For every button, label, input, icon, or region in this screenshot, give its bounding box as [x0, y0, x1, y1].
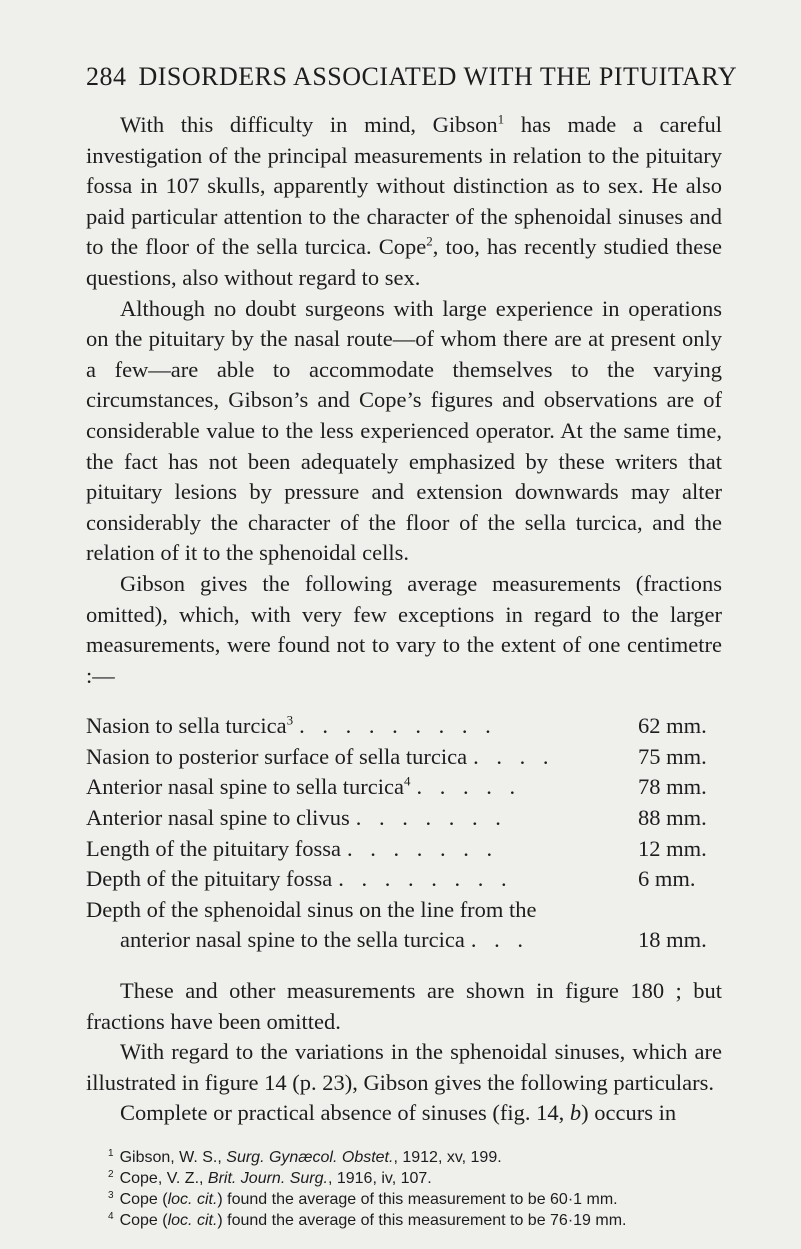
footnote-journal: Brit. Journ. Surg. — [207, 1170, 328, 1187]
measurement-row — [86, 803, 722, 834]
measurement-row-wrapped — [86, 895, 722, 926]
paragraph-6-italic: b — [569, 1100, 582, 1126]
measurement-row — [86, 834, 722, 865]
footnote-citation: loc. cit. — [167, 1212, 218, 1229]
paragraph-1-part-b: has made a careful investigation of the principal measurements in relation to the pituitary fossa in 107 skulls, apparently without distinction as to sex. He also paid particular attention to the character of the sphenoidal sinuses and to the floor of the sella turcica. Cope — [86, 112, 722, 260]
leader-dots: . . . . . . . . — [338, 866, 513, 892]
measurement-value: 78 mm. — [638, 774, 707, 800]
paragraph-6-part-a: Complete or practical absence of sinuses (fig. 14, — [120, 1100, 570, 1126]
paragraph-3: Gibson gives the following average measurements (fractions omitted), which, with very few exceptions in regard to the larger measurements, were found not to vary to the extent of one centimetre :— — [86, 570, 722, 688]
footnote-number: 3 — [108, 1189, 114, 1201]
leader-dots: . . . . — [473, 743, 555, 769]
footnote — [86, 1210, 722, 1231]
footnote-text: ) found the average of this measurement to be 60·1 mm. — [217, 1191, 618, 1208]
measurement-value: 6 mm. — [638, 866, 696, 892]
running-title: DISORDERS ASSOCIATED WITH THE PITUITARY — [138, 62, 738, 91]
measurement-label: Anterior nasal spine to clivus — [86, 805, 350, 831]
paragraph-6 — [86, 1098, 722, 1129]
page-number: 284 — [86, 62, 127, 91]
footnote-ref-2: 2 — [426, 233, 433, 249]
footnote-text: Cope ( — [119, 1212, 168, 1229]
measurement-value: 18 mm. — [638, 927, 707, 953]
measurement-value: 12 mm. — [638, 835, 707, 861]
leader-dots: . . . . . . . . . — [299, 713, 497, 739]
measurement-label: Nasion to sella turcica — [86, 713, 287, 739]
footnote-journal: Surg. Gynæcol. Obstet. — [226, 1149, 394, 1166]
leader-dots: . . . . . — [416, 774, 522, 800]
paragraph-6-part-c: ) occurs in — [581, 1100, 677, 1126]
footnote-text: ) found the average of this measurement to be 76·19 mm. — [217, 1212, 627, 1229]
paragraph-1 — [86, 110, 722, 294]
paragraph-4: These and other measurements are shown in figure 180 ; but fractions have been omitted. — [86, 978, 722, 1034]
footnote-number: 1 — [108, 1147, 114, 1159]
paragraph-5: With regard to the variations in the sphenoidal sinuses, which are illustrated in figure 14 (p. 23), Gibson gives the following particulars. — [86, 1039, 722, 1095]
measurement-label-line1: Depth of the sphenoidal sinus on the line from the — [86, 896, 537, 922]
footnote — [86, 1189, 722, 1210]
measurement-label-line2: anterior nasal spine to the sella turcica — [120, 927, 465, 953]
measurement-label: Length of the pituitary fossa — [86, 835, 341, 861]
running-header — [86, 62, 738, 92]
footnote-ref-3: 3 — [286, 712, 294, 728]
footnote-citation: loc. cit. — [167, 1191, 218, 1208]
footnote-ref-4: 4 — [404, 773, 411, 789]
measurement-row — [86, 772, 722, 803]
footnote — [86, 1168, 722, 1189]
measurement-value: 75 mm. — [638, 743, 707, 769]
leader-dots: . . . . . . . — [346, 835, 499, 861]
paragraph-1-part-a: With this difficulty in mind, Gibson — [120, 112, 498, 137]
measurement-row — [86, 711, 722, 742]
measurements-list — [86, 711, 722, 956]
measurement-label: Anterior nasal spine to sella turcica — [86, 774, 405, 800]
paragraph-1-part-c: , too, has recently studied these questions, also without regard to sex. — [86, 234, 722, 290]
paragraph-2: Although no doubt surgeons with large experience in operations on the pituitary by the nasal route—of whom there are at present only a few—are able to accommodate themselves to the varying circumstances, Gibson’s and Cope’s figures and observations are of considerable value to the less experienced operator. At the same time, the fact has not been adequately emphasized by these writers that pituitary lesions by pressure and extension downwards may alter considerably the character of the floor of the sella turcica, and the relation of it to the sphenoidal cells. — [86, 295, 722, 566]
measurement-label: Nasion to posterior surface of sella turcica — [86, 743, 468, 769]
footnote-ref-1: 1 — [497, 111, 505, 127]
footnote-text: Gibson, W. S., — [119, 1149, 227, 1166]
measurement-row — [86, 742, 722, 773]
footnote-text: Cope, V. Z., — [119, 1170, 208, 1187]
footnote-number: 4 — [108, 1210, 114, 1222]
footnote-number: 2 — [108, 1168, 114, 1180]
measurement-value: 88 mm. — [638, 805, 707, 831]
body-text — [86, 110, 722, 1129]
footnote-text: , 1912, xv, 199. — [393, 1149, 502, 1166]
leader-dots: . . . — [470, 927, 529, 953]
footnote — [86, 1147, 722, 1168]
footnote-text: , 1916, iv, 107. — [327, 1170, 432, 1187]
measurement-row — [86, 864, 722, 895]
measurement-row — [86, 925, 722, 956]
measurement-label: Depth of the pituitary fossa — [86, 866, 333, 892]
measurement-value: 62 mm. — [638, 713, 707, 739]
footnote-text: Cope ( — [119, 1191, 168, 1208]
leader-dots: . . . . . . . — [355, 805, 507, 831]
footnotes — [86, 1147, 722, 1231]
